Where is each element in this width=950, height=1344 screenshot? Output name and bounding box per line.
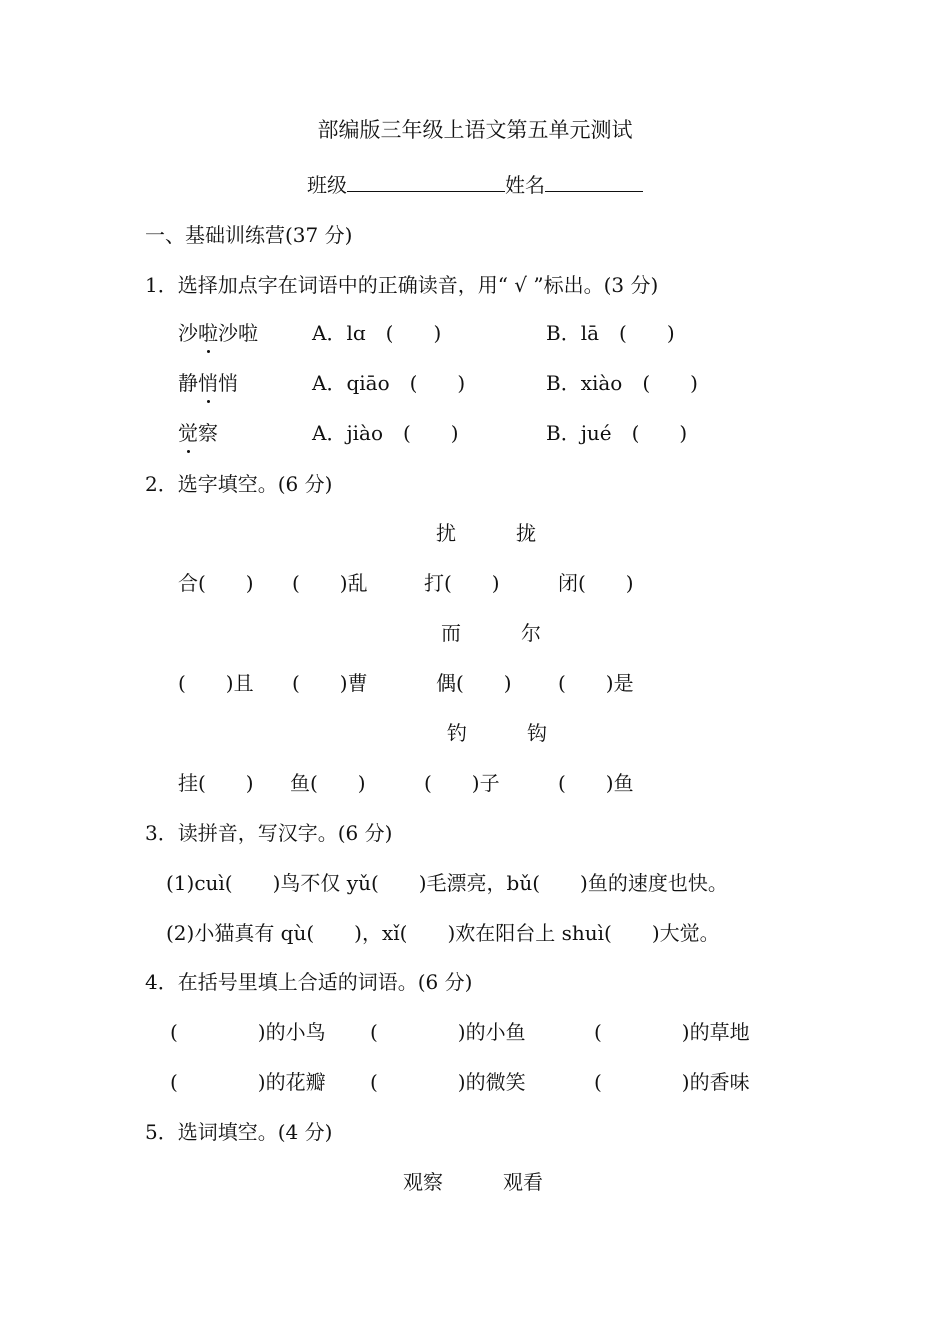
question-3-prompt: 3．读拼音，写汉字。(6 分) [145, 821, 393, 845]
q2-char-choices-1: 扰 拢 [436, 521, 536, 545]
q4-item: ( )的花瓣 [170, 1070, 326, 1094]
q4-item: ( )的小鸟 [170, 1020, 326, 1044]
q1-option-b-1: B．lā ( ) [546, 321, 675, 345]
q2-item: ( )是 [558, 671, 634, 695]
q2-char-choices-3: 钓 钩 [447, 721, 547, 745]
q1-option-b-3: B．jué ( ) [546, 421, 688, 445]
q1-word-2: 静悄悄 [178, 371, 238, 395]
question-4-prompt: 4．在括号里填上合适的词语。(6 分) [145, 970, 473, 994]
q1-option-b-2: B．xiào ( ) [546, 371, 698, 395]
q2-item: ( )子 [424, 771, 500, 795]
q1-option-a-1: A．lɑ ( ) [312, 321, 442, 345]
q5-word-choices: 观察 观看 [403, 1170, 543, 1194]
q1-option-a-3: A．jiào ( ) [312, 421, 459, 445]
q3-line-2: (2)小猫真有 qù( )，xǐ( )欢在阳台上 shuì( )大觉。 [166, 921, 720, 945]
q2-item: 鱼( ) [290, 771, 366, 795]
student-info-line [0, 172, 950, 198]
page-title: 部编版三年级上语文第五单元测试 [317, 118, 633, 142]
q2-item: 合( ) [178, 571, 254, 595]
question-5-prompt: 5．选词填空。(4 分) [145, 1120, 333, 1144]
q4-item: ( )的微笑 [370, 1070, 526, 1094]
question-1-prompt: 1．选择加点字在词语中的正确读音，用“ √ ”标出。(3 分) [145, 273, 659, 297]
name-blank [545, 173, 643, 192]
q2-item: 挂( ) [178, 771, 254, 795]
name-label: 姓名 [505, 173, 545, 197]
q1-option-a-2: A．qiāo ( ) [312, 371, 466, 395]
q4-item: ( )的小鱼 [370, 1020, 526, 1044]
q4-item: ( )的香味 [594, 1070, 750, 1094]
q2-item: 偶( ) [436, 671, 512, 695]
q2-item: ( )且 [178, 671, 254, 695]
class-label: 班级 [307, 173, 347, 197]
q2-item: 打( ) [424, 571, 500, 595]
section-heading: 一、基础训练营(37 分) [145, 223, 353, 247]
q2-item: ( )乱 [292, 571, 368, 595]
q3-line-1: (1)cuì( )鸟不仅 yǔ( )毛漂亮，bǔ( )鱼的速度也快。 [166, 871, 728, 895]
q4-item: ( )的草地 [594, 1020, 750, 1044]
q2-item: ( )鱼 [558, 771, 634, 795]
class-blank [347, 173, 505, 192]
question-2-prompt: 2．选字填空。(6 分) [145, 472, 333, 496]
q2-item: ( )曹 [292, 671, 368, 695]
q1-word-1: 沙啦沙啦 [178, 321, 258, 345]
q2-item: 闭( ) [558, 571, 634, 595]
q2-char-choices-2: 而 尔 [441, 621, 541, 645]
q1-word-3: 觉察 [178, 421, 218, 445]
